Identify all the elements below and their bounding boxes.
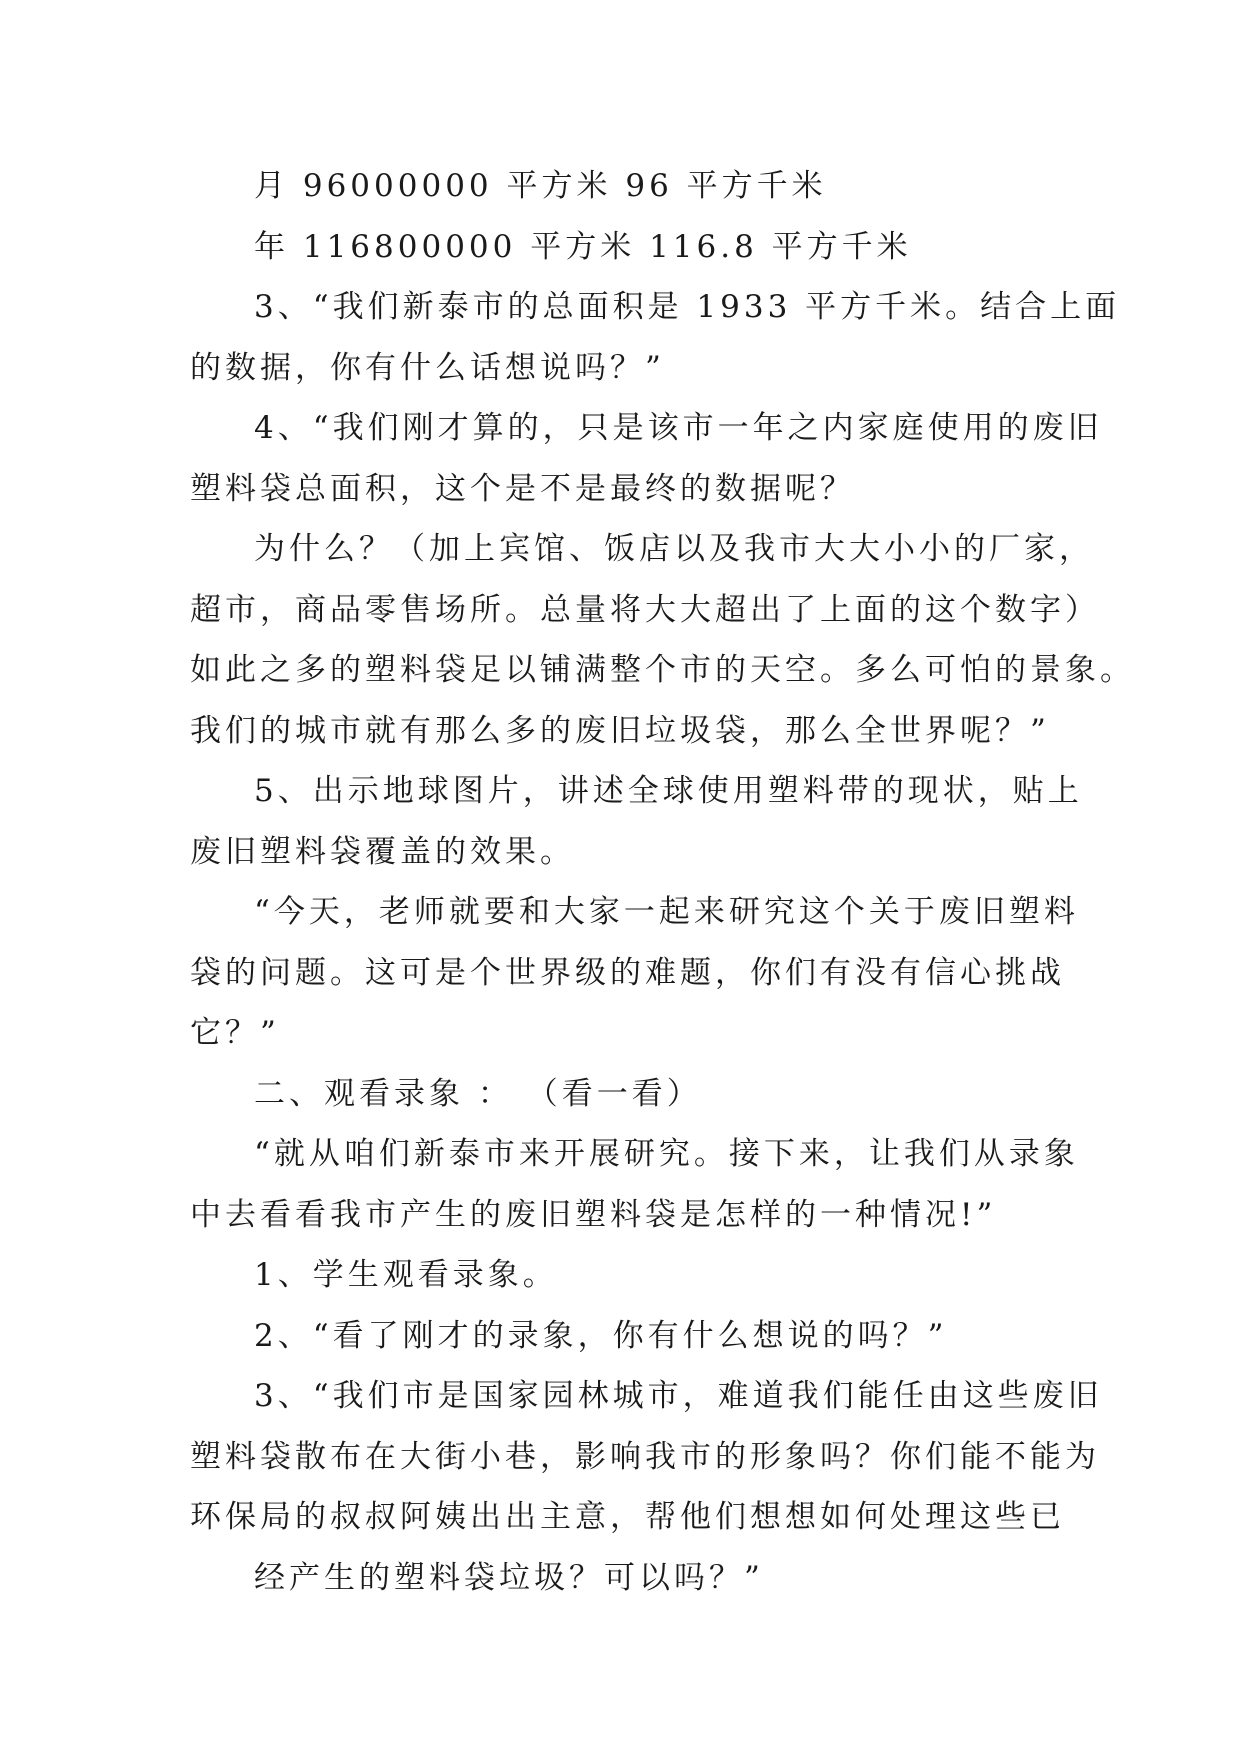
text-line: 二、观看录象 ： （看一看） <box>254 1075 702 1112</box>
text-line: “就从咱们新泰市来开展研究。接下来，让我们从录象 <box>254 1136 1079 1172</box>
text-line: 如此之多的塑料袋足以铺满整个市的天空。多么可怕的景象。 <box>190 652 1135 688</box>
text-line: 它？” <box>190 1015 280 1051</box>
text-line: 中去看看我市产生的废旧塑料袋是怎样的一种情况!” <box>190 1196 997 1233</box>
text-line: 2、“看了刚才的录象，你有什么想说的吗？” <box>254 1317 948 1354</box>
text-line: 袋的问题。这可是个世界级的难题，你们有没有信心挑战 <box>190 954 1065 991</box>
text-line: 为什么？（加上宾馆、饭店以及我市大大小小的厂家， <box>254 531 1094 567</box>
text-line: 1、学生观看录象。 <box>254 1257 558 1293</box>
text-line: 的数据，你有什么话想说吗？” <box>190 349 665 386</box>
text-line: 我们的城市就有那么多的废旧垃圾袋，那么全世界呢？” <box>190 712 1050 749</box>
text-line: 废旧塑料袋覆盖的效果。 <box>190 833 575 870</box>
text-line: 年 116800000 平方米 116.8 平方千米 <box>254 228 912 265</box>
text-line: 塑料袋总面积，这个是不是最终的数据呢？ <box>190 470 855 507</box>
text-line: 3、“我们新泰市的总面积是 1933 平方千米。结合上面 <box>254 289 1121 325</box>
text-line: 超市，商品零售场所。总量将大大超出了上面的这个数字） <box>190 591 1100 628</box>
text-line: 经产生的塑料袋垃圾？可以吗？” <box>254 1559 764 1596</box>
text-line: 塑料袋散布在大街小巷，影响我市的形象吗？你们能不能为 <box>190 1438 1100 1475</box>
document-body <box>190 156 1135 1608</box>
text-line: 4、“我们刚才算的，只是该市一年之内家庭使用的废旧 <box>254 410 1103 446</box>
text-line: 环保局的叔叔阿姨出出主意，帮他们想想如何处理这些已 <box>190 1499 1065 1535</box>
text-line: 3、“我们市是国家园林城市，难道我们能任由这些废旧 <box>254 1378 1103 1414</box>
text-line: “今天，老师就要和大家一起来研究这个关于废旧塑料 <box>254 894 1079 930</box>
text-line: 月 96000000 平方米 96 平方千米 <box>254 168 827 204</box>
text-line: 5、出示地球图片，讲述全球使用塑料带的现状，贴上 <box>254 773 1083 809</box>
